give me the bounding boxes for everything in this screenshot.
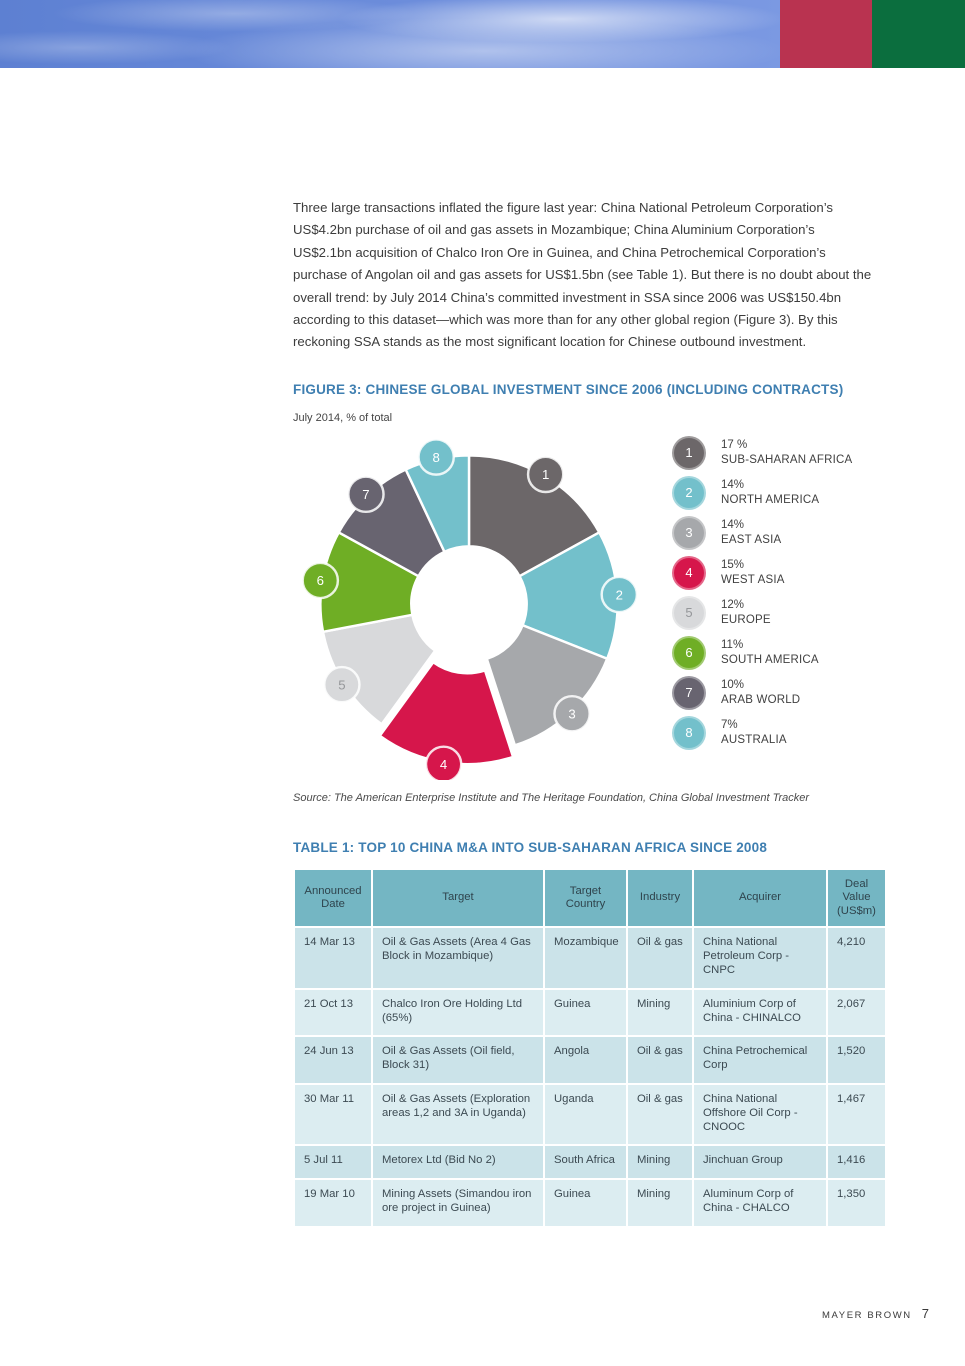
table-row [295,1085,885,1144]
legend-percentage: 11% [721,639,744,652]
table-cell-value: 1,350 [828,1180,885,1226]
legend-text [721,438,852,467]
legend-percentage: 10% [721,679,745,692]
legend-percentage: 17 % [721,439,748,452]
figure-source-note: Source: The American Enterprise Institute and The Heritage Foundation, China Global Investment Tracker [293,791,810,804]
table-column-header: Target Country [545,870,626,927]
table-column-header: Acquirer [694,870,826,927]
figure-3-subtitle: July 2014, % of total [293,411,393,424]
legend-percentage: 15% [721,559,745,572]
table-cell-country: Guinea [545,990,626,1036]
table-cell-acquirer: China National Petroleum Corp - CNPC [694,928,826,987]
table-cell-country: Mozambique [545,928,626,987]
page-footer [822,1306,929,1321]
legend-text [721,678,800,707]
deals-table [293,868,887,1228]
table-row [295,1180,885,1226]
table-row [295,1037,885,1083]
table-row [295,1146,885,1178]
legend-text [721,598,771,627]
table-cell-acquirer: Aluminum Corp of China - CHALCO [694,1180,826,1226]
table-cell-acquirer: Aluminium Corp of China - CHINALCO [694,990,826,1036]
table-cell-industry: Mining [628,990,692,1036]
table-cell-date: 30 Mar 11 [295,1085,371,1144]
legend-badge-7: 7 [672,676,706,710]
segment-badge-number: 1 [541,466,550,482]
figure-3-body [293,428,893,780]
legend-percentage: 7% [721,719,738,732]
legend-region-label: SUB-SAHARAN AFRICA [721,453,853,466]
segment-badge-number: 3 [568,706,576,722]
legend-item-4 [672,556,890,590]
legend-badge-3: 3 [672,516,706,550]
legend-item-3 [672,516,890,550]
table-cell-target: Chalco Iron Ore Holding Ltd (65%) [373,990,543,1036]
legend-region-label: EUROPE [721,613,771,626]
sky-photo-strip [0,0,780,68]
top-banner [0,0,965,68]
table-cell-industry: Mining [628,1180,692,1226]
page-content [293,68,893,1228]
table-cell-industry: Oil & gas [628,1085,692,1144]
table-cell-country: South Africa [545,1146,626,1178]
table-cell-country: Uganda [545,1085,626,1144]
legend-item-1 [672,436,890,470]
legend-item-5 [672,596,890,630]
donut-chart [293,428,645,780]
green-brand-block [872,0,965,68]
red-brand-block [780,0,872,68]
segment-badge-number: 7 [362,486,370,502]
legend-badge-6: 6 [672,636,706,670]
legend-percentage: 14% [721,479,745,492]
table-1-title: TABLE 1: TOP 10 CHINA M&A INTO SUB-SAHARAN AFRICA SINCE 2008 [293,839,768,855]
legend-text [721,518,781,547]
table-column-header: Target [373,870,543,927]
table-cell-date: 19 Mar 10 [295,1180,371,1226]
legend-text [721,478,819,507]
table-cell-acquirer: China National Offshore Oil Corp - CNOOC [694,1085,826,1144]
legend-text [721,638,819,667]
table-cell-target: Oil & Gas Assets (Area 4 Gas Block in Mozambique) [373,928,543,987]
table-cell-target: Metorex Ltd (Bid No 2) [373,1146,543,1178]
legend-item-2 [672,476,890,510]
legend-region-label: ARAB WORLD [721,693,801,706]
legend-item-6 [672,636,890,670]
legend-region-label: AUSTRALIA [721,733,787,746]
legend-badge-5: 5 [672,596,706,630]
table-cell-industry: Oil & gas [628,1037,692,1083]
table-cell-target: Oil & Gas Assets (Exploration areas 1,2 and 3A in Uganda) [373,1085,543,1144]
table-cell-country: Angola [545,1037,626,1083]
legend-badge-4: 4 [672,556,706,590]
table-cell-value: 1,416 [828,1146,885,1178]
legend-badge-1: 1 [672,436,706,470]
table-column-header: Deal Value (US$m) [828,870,885,927]
table-cell-value: 1,467 [828,1085,885,1144]
table-cell-target: Mining Assets (Simandou iron ore project in Guinea) [373,1180,543,1226]
table-cell-target: Oil & Gas Assets (Oil field, Block 31) [373,1037,543,1083]
legend-percentage: 14% [721,519,745,532]
legend-region-label: WEST ASIA [721,573,785,586]
chart-legend [672,436,890,756]
legend-region-label: SOUTH AMERICA [721,653,819,666]
legend-text [721,718,787,747]
table-cell-date: 21 Oct 13 [295,990,371,1036]
legend-text [721,558,785,587]
legend-badge-2: 2 [672,476,706,510]
legend-region-label: EAST ASIA [721,533,782,546]
segment-badge-number: 5 [338,677,346,693]
footer-page-number: 7 [921,1306,929,1321]
table-cell-industry: Mining [628,1146,692,1178]
table-cell-date: 24 Jun 13 [295,1037,371,1083]
legend-region-label: NORTH AMERICA [721,493,820,506]
segment-badge-number: 6 [316,573,324,589]
footer-brand: MAYER BROWN [822,1310,912,1321]
legend-item-8 [672,716,890,750]
table-cell-acquirer: China Petrochemical Corp [694,1037,826,1083]
segment-badge-number: 2 [615,587,623,603]
table-cell-date: 14 Mar 13 [295,928,371,987]
table-cell-acquirer: Jinchuan Group [694,1146,826,1178]
table-row [295,990,885,1036]
table-cell-value: 1,520 [828,1037,885,1083]
legend-item-7 [672,676,890,710]
table-cell-industry: Oil & gas [628,928,692,987]
legend-badge-8: 8 [672,716,706,750]
table-column-header: Industry [628,870,692,927]
table-column-header: Announced Date [295,870,371,927]
table-row [295,928,885,987]
body-paragraph: Three large transactions inflated the figure last year: China National Petroleum Corporation’s US$4.2bn purchase of oil and gas assets in Mozambique; China Aluminium Corporation’s US$2.1bn acquisition of Chalco Iron Ore in Guinea, and China Petrochemical Corporation’s purchase of Angolan oil and gas assets for US$1.5bn (see Table 1). But there is no doubt about the overall trend: by July 2014 China’s committed investment in SSA since 2006 was US$150.4bn according to this dataset—which was more than for any other global region (Figure 3). By this reckoning SSA stands as the most significant location for Chinese outbound investment. [293,200,872,350]
segment-badge-number: 8 [432,449,440,465]
legend-percentage: 12% [721,599,745,612]
table-header-row [295,870,885,927]
table-cell-country: Guinea [545,1180,626,1226]
figure-3-title: FIGURE 3: CHINESE GLOBAL INVESTMENT SINCE 2006 (INCLUDING CONTRACTS) [293,381,844,397]
table-cell-value: 4,210 [828,928,885,987]
segment-badge-number: 4 [439,756,448,772]
table-cell-value: 2,067 [828,990,885,1036]
table-cell-date: 5 Jul 11 [295,1146,371,1178]
